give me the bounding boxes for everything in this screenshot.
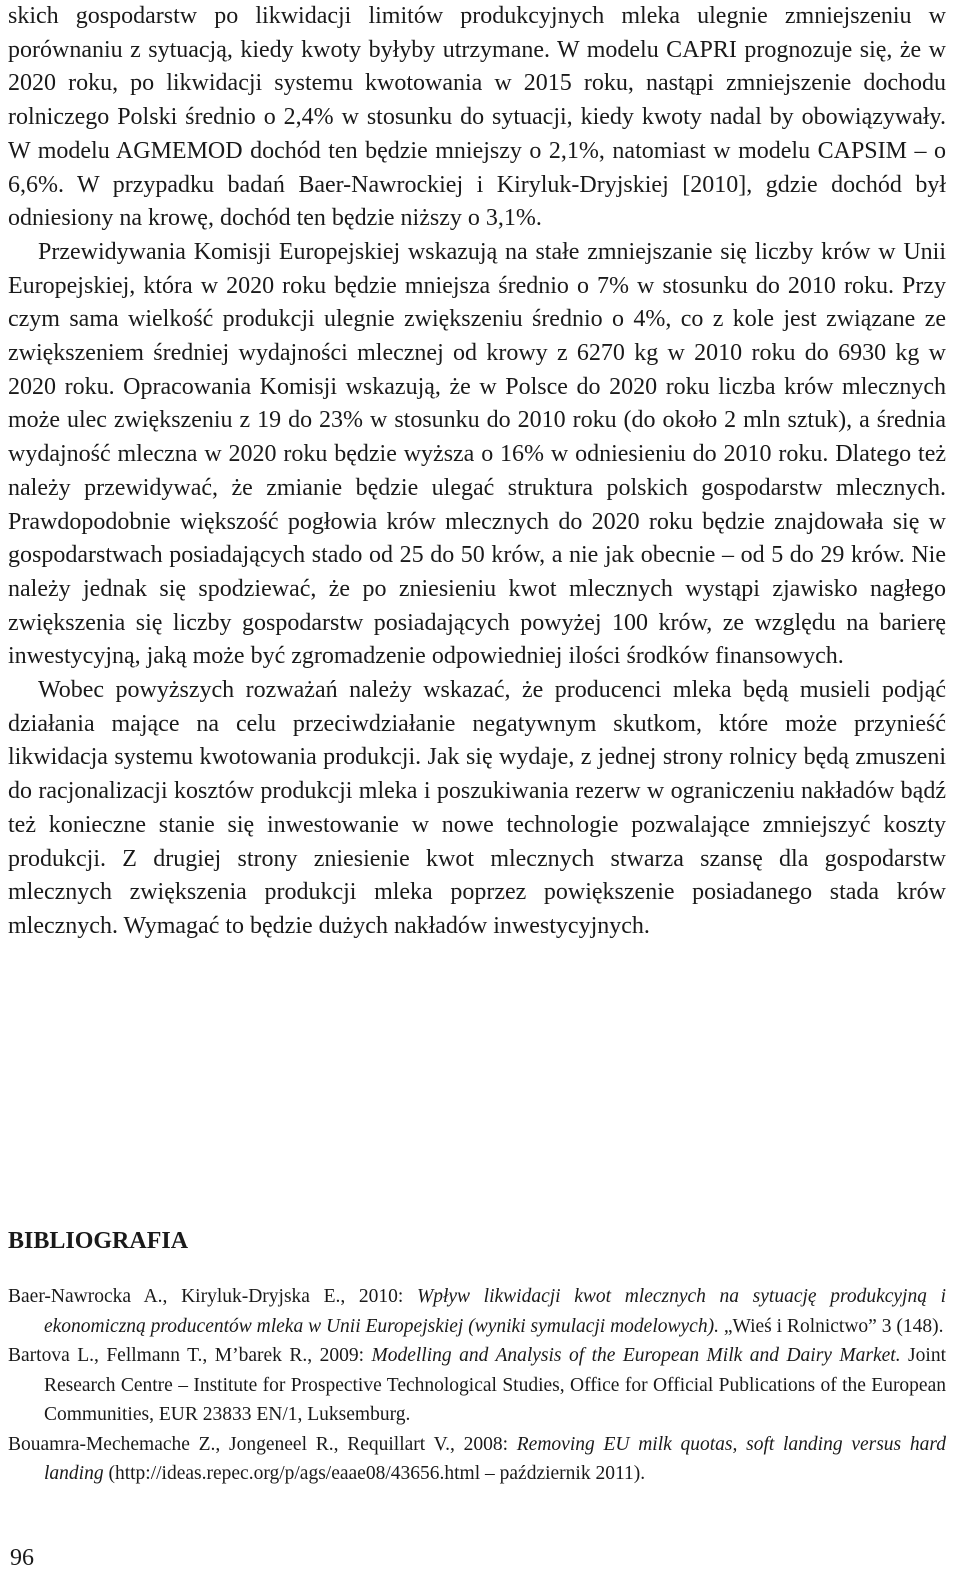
bibliography-entry [8, 1341, 946, 1430]
bib-title: Wpływ likwidacji kwot mlecznych na sytuację produkcyjną i ekonomiczną producentów mleka w Unii Europejskiej (wyniki symulacji modelowych). [44, 1286, 947, 1337]
bibliography-list [8, 1282, 946, 1489]
bibliography-entry [8, 1430, 946, 1489]
bib-authors: Bartova L., Fellmann T., M’barek R., 2009: [8, 1345, 372, 1366]
paragraph-1: skich gospodarstw po likwidacji limitów produkcyjnych mleka ulegnie zmniejszeniu w porównaniu z sytuacją, kiedy kwoty byłyby utrzymane. W modelu CAPRI prognozuje się, że w 2020 roku, po likwidacji systemu kwotowania w 2015 roku, nastąpi zmniejszenie dochodu rolniczego Polski średnio o 2,4% w stosunku do sytuacji, kiedy kwoty nadal by obowiązywały. W modelu AGMEMOD dochód ten będzie mniejszy o 2,1%, natomiast w modelu CAPSIM – o 6,6%. W przypadku badań Baer-Nawrockiej i Kiryluk-Dryjskiej [2010], gdzie dochód był odniesiony na krowę, dochód ten będzie niższy o 3,1%. [8, 3, 946, 232]
bib-title: Removing EU milk quotas, soft landing versus hard landing [44, 1433, 946, 1484]
bib-publication: Joint Research Centre – Institute for Prospective Technological Studies, Office for Official Publications of the European Communities, EUR 23833 EN/1, Luksemburg. [44, 1345, 946, 1425]
page-content [8, 0, 947, 1484]
bibliography-heading: BIBLIOGRAFIA [8, 1228, 189, 1254]
paragraph-3: Wobec powyższych rozważań należy wskazać, że producenci mleka będą musieli podjąć działania mające na celu przeciwdziałanie negatywnym skutkom, które może przynieść likwidacja systemu kwotowania produkcji. Jak się wydaje, z jednej strony rolnicy będą zmuszeni do racjonalizacji kosztów produkcji mleka i poszukiwania rezerw w ograniczeniu nakładów bądź też konieczne stanie się inwestowanie w nowe technologie pozwalające zmniejszyć koszty produkcji. Z drugiej strony zniesienie kwot mlecznych stwarza szansę dla gospodarstw mlecznych zwiększenia produkcji mleka poprzez powiększenie posiadanego stada krów mlecznych. Wymagać to będzie dużych nakładów inwestycyjnych. [8, 677, 946, 939]
bib-publication: „Wieś i Rolnictwo” 3 (148). [718, 1315, 944, 1337]
main-text [8, 0, 946, 944]
bibliography-entry [8, 1282, 946, 1341]
bib-publication: (http://ideas.repec.org/p/ags/eaae08/43656.html – październik 2011). [103, 1463, 646, 1484]
bib-authors: Baer-Nawrocka A., Kiryluk-Dryjska E., 2010: [8, 1286, 417, 1307]
bib-title: Modelling and Analysis of the European Milk and Dairy Market. [371, 1345, 901, 1366]
paragraph-2: Przewidywania Komisji Europejskiej wskazują na stałe zmniejszanie się liczby krów w Unii Europejskiej, która w 2020 roku będzie mniejsza średnio o 7% w stosunku do 2010 roku. Przy czym sama wielkość produkcji ulegnie zwiększeniu średnio o 4%, co z kole jest związane ze zwiększeniem średniej wydajności mlecznej od krowy z 6270 kg w 2010 roku do 6930 kg w 2020 roku. Opracowania Komisji wskazują, że w Polsce do 2020 roku liczba krów mlecznych może ulec zwiększeniu z 19 do 23% w stosunku do 2010 roku (do około 2 mln sztuk), a średnia wydajność mleczna w 2020 roku będzie wyższa o 16% w odniesieniu do 2010 roku. Dlatego też należy przewidywać, że zmianie będzie ulegać struktura polskich gospodarstw mlecznych. Prawdopodobnie większość pogłowia krów mlecznych do 2020 roku będzie znajdowała się w gospodarstwach posiadających stado od 25 do 50 krów, a nie jak obecnie – od 5 do 29 krów. Nie należy jednak się spodziewać, że po zniesieniu kwot mlecznych wystąpi zjawisko nagłego zwiększenia się liczby gospodarstw posiadających powyżej 100 krów, ze względu na barierę inwestycyjną, jaką może być zgromadzenie odpowiedniej ilości środków finansowych. [8, 238, 946, 670]
bib-authors: Bouamra-Mechemache Z., Jongeneel R., Requillart V., 2008: [8, 1433, 517, 1455]
page-number: 96 [10, 1545, 34, 1571]
